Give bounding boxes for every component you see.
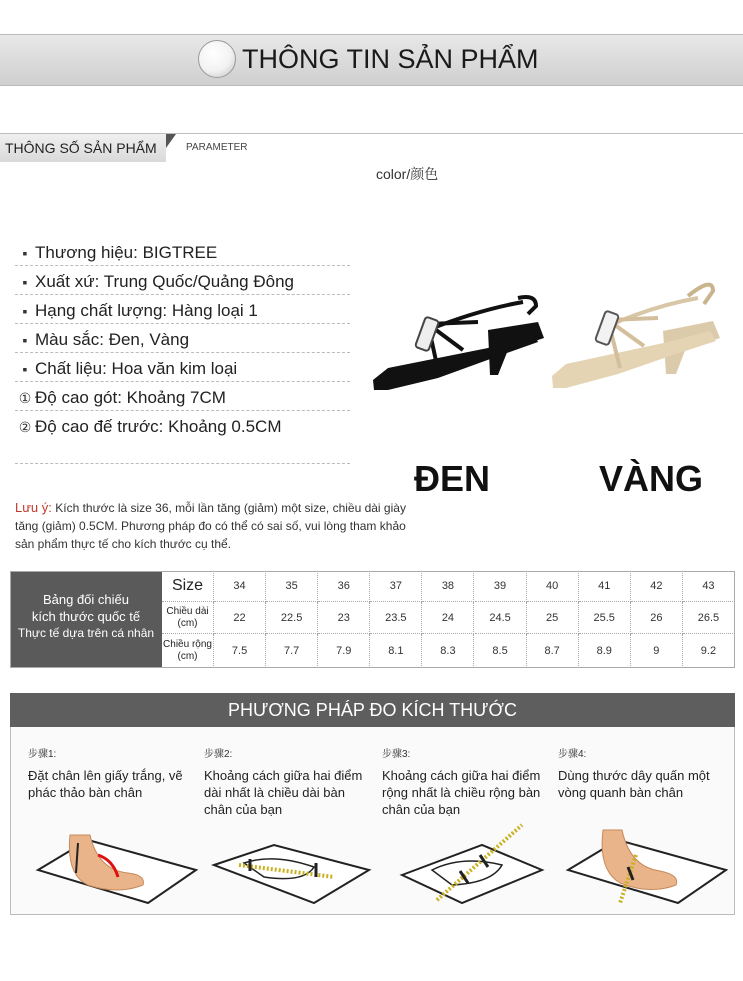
- method-step: [558, 745, 728, 903]
- circled-one-icon: ①: [18, 390, 32, 406]
- variant-label-beige: VÀNG: [599, 458, 704, 499]
- size-table-cell: 40: [527, 571, 579, 602]
- size-table-cell: 8.9: [579, 634, 631, 668]
- size-table-cell: 22.5: [266, 602, 318, 634]
- size-table-row-label: Chiều rộng (cm): [162, 634, 214, 668]
- step-text: Khoảng cách giữa hai điểm rộng nhất là chiều rộng bàn chân của bạn: [382, 768, 541, 817]
- spec-item: [15, 386, 350, 411]
- spec-item: [15, 270, 350, 295]
- spec-text: Xuất xứ: Trung Quốc/Quảng Đông: [35, 272, 294, 291]
- black-sandal-image: [368, 290, 548, 395]
- size-table-cell: 25.5: [579, 602, 631, 634]
- size-table-row-label: Chiều dài (cm): [162, 602, 214, 634]
- spec-item: [15, 415, 350, 439]
- bullet-icon: ▪: [22, 245, 28, 261]
- banner-circle-icon: [198, 40, 236, 78]
- step-tag: 步骤4:: [558, 749, 587, 760]
- method-step: [28, 745, 198, 903]
- spec-item: [15, 357, 350, 382]
- color-label: color/颜色: [376, 166, 439, 182]
- section-tab-triangle-icon: [166, 134, 176, 148]
- size-table-cell: 22: [214, 602, 266, 634]
- circled-two-icon: ②: [18, 419, 32, 435]
- section-subtitle: PARAMETER: [186, 142, 248, 153]
- size-table-cell: 9: [631, 634, 683, 668]
- spec-item: [15, 241, 350, 266]
- size-table-cell: 24.5: [475, 602, 527, 634]
- size-table-cell: 23: [318, 602, 370, 634]
- step-text: Đặt chân lên giấy trắng, vẽ phác thảo bàn chân: [28, 768, 183, 800]
- beige-sandal-image: [548, 276, 728, 391]
- size-table-cell: 8.1: [370, 634, 422, 668]
- spec-text: Thương hiệu: BIGTREE: [35, 243, 218, 262]
- size-table-cell: 7.5: [214, 634, 266, 668]
- size-note: [15, 499, 425, 553]
- size-table-cell: 25: [527, 602, 579, 634]
- method-step: [204, 745, 374, 903]
- page-title: THÔNG TIN SẢN PHẨM: [242, 44, 539, 74]
- method-step: [382, 745, 552, 903]
- size-table-cell: 39: [475, 571, 527, 602]
- spec-item: [15, 328, 350, 353]
- size-table-cell: 43: [683, 571, 735, 602]
- step-tag: 步骤2:: [204, 749, 233, 760]
- size-table-cell: 37: [370, 571, 422, 602]
- size-table: [10, 571, 735, 668]
- size-table-cell: 34: [214, 571, 266, 602]
- method-title: PHƯƠNG PHÁP ĐO KÍCH THƯỚC: [10, 693, 735, 727]
- size-table-cell: 8.3: [422, 634, 474, 668]
- size-table-cell: 23.5: [370, 602, 422, 634]
- step-tag: 步骤3:: [382, 749, 411, 760]
- measure-length-illustration: [204, 815, 374, 905]
- size-table-cell: 26: [631, 602, 683, 634]
- bullet-icon: ▪: [22, 303, 28, 319]
- size-table-cell: 38: [422, 571, 474, 602]
- size-table-header: [10, 571, 162, 668]
- spec-text: Chất liệu: Hoa văn kim loại: [35, 359, 238, 378]
- spec-text: Độ cao gót: Khoảng 7CM: [35, 388, 226, 407]
- trace-foot-illustration: [28, 815, 198, 905]
- spec-divider: [15, 463, 350, 464]
- spec-text: Độ cao đế trước: Khoảng 0.5CM: [35, 417, 282, 436]
- variant-label-black: ĐEN: [414, 458, 491, 499]
- note-text: Kích thước là size 36, mỗi lần tăng (giảm) một size, chiều dài giày tăng (giảm) 0.5CM. Phương pháp đo có thể có sai số, vui lòng tham khảo sản phẩm thực tế cho kích thước cụ thể.: [15, 501, 406, 551]
- section-title: THÔNG SỐ SẢN PHẨM: [0, 134, 166, 162]
- size-table-cell: 24: [422, 602, 474, 634]
- size-table-cell: 35: [266, 571, 318, 602]
- spec-text: Màu sắc: Đen, Vàng: [35, 330, 190, 349]
- size-table-cell: 8.7: [527, 634, 579, 668]
- size-table-cell: 8.5: [475, 634, 527, 668]
- measure-width-illustration: [382, 815, 552, 905]
- spec-item: [15, 299, 350, 324]
- tape-wrap-illustration: [558, 815, 728, 905]
- size-table-cell: 9.2: [683, 634, 735, 668]
- size-table-header-line: Thực tế dựa trên cá nhân: [17, 626, 155, 640]
- spec-text: Hạng chất lượng: Hàng loại 1: [35, 301, 258, 320]
- step-tag: 步骤1:: [28, 749, 57, 760]
- bullet-icon: ▪: [22, 361, 28, 377]
- size-table-cell: 26.5: [683, 602, 735, 634]
- size-table-row-label: Size: [162, 571, 214, 602]
- size-table-cell: 7.9: [318, 634, 370, 668]
- size-table-header-line: Bảng đối chiếu: [42, 592, 129, 607]
- step-text: Khoảng cách giữa hai điểm dài nhất là chiều dài bàn chân của bạn: [204, 768, 363, 817]
- size-table-cell: 7.7: [266, 634, 318, 668]
- step-text: Dùng thước dây quấn một vòng quanh bàn chân: [558, 768, 710, 800]
- size-table-cell: 41: [579, 571, 631, 602]
- size-table-cell: 36: [318, 571, 370, 602]
- bullet-icon: ▪: [22, 332, 28, 348]
- size-table-cell: 42: [631, 571, 683, 602]
- note-label: Lưu ý:: [15, 500, 52, 515]
- bullet-icon: ▪: [22, 274, 28, 290]
- size-table-header-line: kích thước quốc tế: [31, 609, 141, 624]
